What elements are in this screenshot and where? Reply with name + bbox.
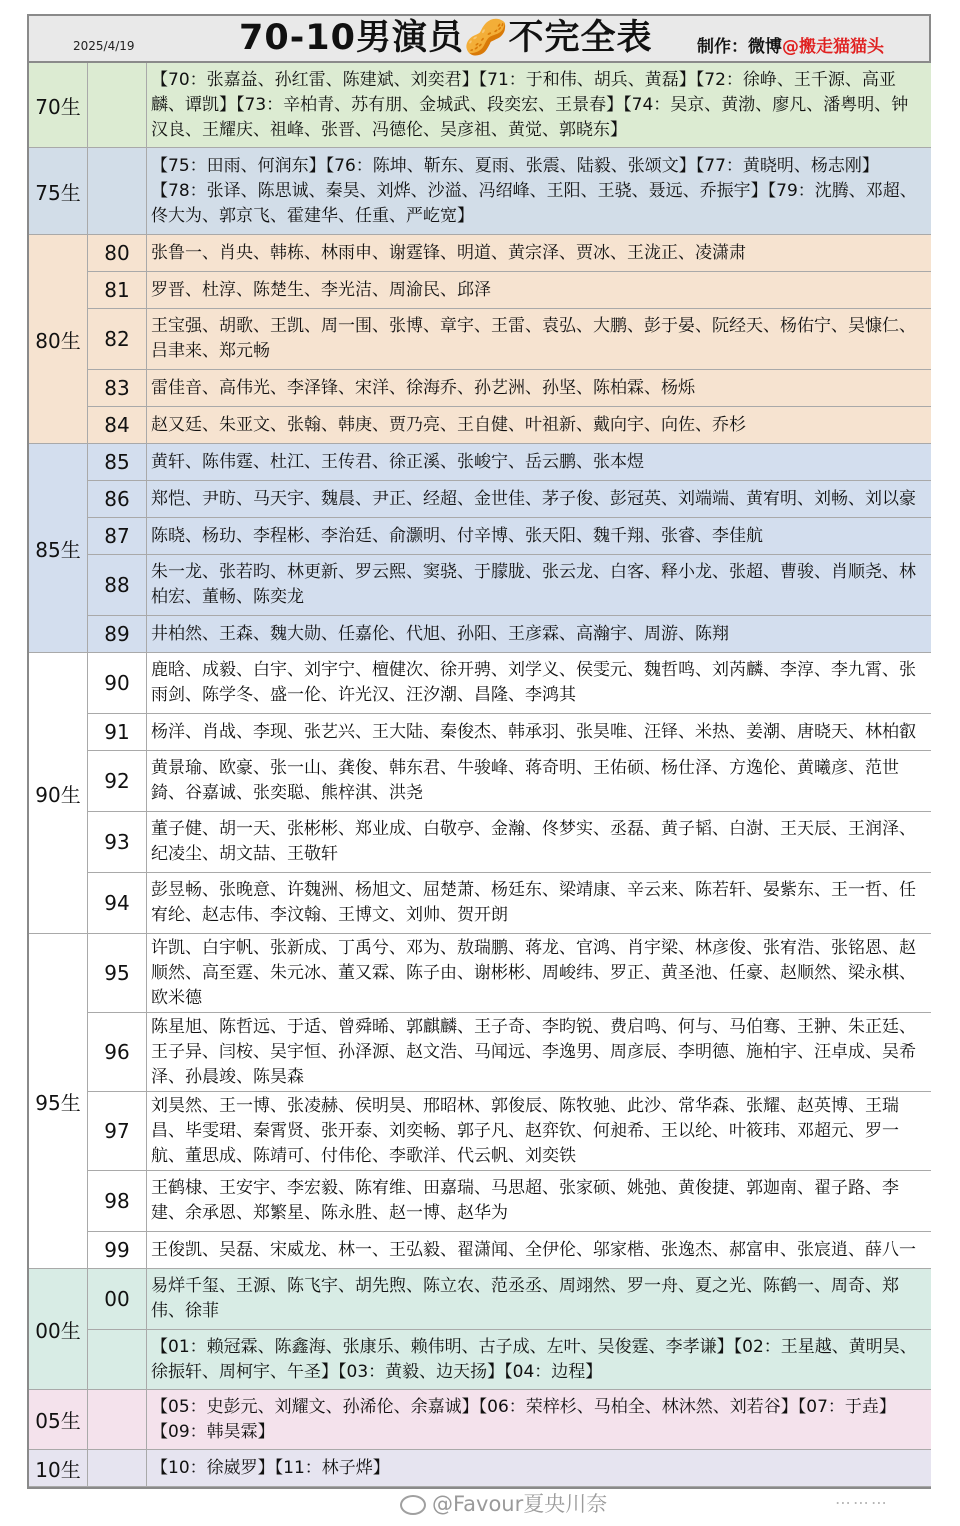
actor-names-text: 董子健、胡一天、张彬彬、郑业成、白敬亭、金瀚、佟梦实、丞磊、黄子韬、白澍、王天辰、王润泽、纪凌尘、胡文喆、王敬轩 — [151, 819, 916, 864]
actor-names-text: 王鹤棣、王安宇、李宏毅、陈宥维、田嘉瑞、马思超、张家硕、姚弛、黄俊捷、郭迦南、翟子路、李建、余承恩、郑繁星、陈永胜、赵一博、赵华为 — [151, 1178, 899, 1223]
actor-names-text: 杨洋、肖战、李现、张艺兴、王大陆、秦俊杰、韩承羽、张昊唯、汪铎、米热、姜潮、唐晓天、林柏叡 — [151, 721, 916, 742]
birth-year-cell: 91 — [88, 714, 147, 751]
actor-names-cell — [147, 1269, 931, 1330]
actor-names-text: 【75：田雨、何润东】【76：陈坤、靳东、夏雨、张震、陆毅、张颂文】【77：黄晓明、杨志刚】【78：张译、陈思诚、秦昊、刘烨、沙溢、冯绍峰、王阳、王骁、聂远、乔振宇】【79：沈腾、邓超、佟大为、郭京飞、霍建华、任重、严屹宽】 — [151, 155, 917, 226]
birth-year-cell — [88, 148, 147, 235]
actor-names-cell — [147, 481, 931, 518]
actor-names-text: 张鲁一、肖央、韩栋、林雨申、谢霆锋、明道、黄宗泽、贾冰、王泷正、凌潇肃 — [151, 242, 746, 263]
birth-year-cell — [88, 1450, 147, 1487]
birth-year-cell: 81 — [88, 272, 147, 309]
birth-year-cell: 80 — [88, 235, 147, 272]
birth-year-cell — [88, 1330, 147, 1390]
birth-year-cell: 85 — [88, 444, 147, 481]
generation-label: 75生 — [29, 148, 88, 235]
actor-names-text: 井柏然、王森、魏大勋、任嘉伦、代旭、孙阳、王彦霖、高瀚宇、周游、陈翔 — [151, 623, 729, 644]
actor-names-cell — [147, 1232, 931, 1269]
actor-names-cell — [147, 812, 931, 873]
actor-names-text: 郑恺、尹昉、马天宇、魏晨、尹正、经超、金世佳、茅子俊、彭冠英、刘端端、黄宥明、刘畅、刘以豪 — [151, 488, 916, 509]
weibo-icon — [400, 1495, 426, 1515]
actor-names-text: 王宝强、胡歌、王凯、周一围、张博、章宇、王雷、袁弘、大鹏、彭于晏、阮经天、杨佑宁、吴慷仁、吕聿来、郑元畅 — [151, 316, 916, 361]
actor-names-text: 罗晋、杜淳、陈楚生、李光洁、周渝民、邱泽 — [151, 279, 491, 300]
actor-names-text: 陈星旭、陈哲远、于适、曾舜晞、郭麒麟、王子奇、李昀锐、费启鸣、何与、马伯骞、王翀、朱正廷、王子异、闫桉、吴宇恒、孙泽源、赵文浩、马闻远、李逸男、周彦辰、李明德、施柏宇、汪卓成、吴希泽、孙晨竣、陈昊森 — [151, 1016, 916, 1087]
more-dots: ⋯⋯⋯ — [835, 1493, 889, 1512]
actor-names-cell — [147, 407, 931, 444]
actor-names-cell — [147, 63, 931, 148]
actor-names-cell — [147, 616, 931, 653]
birth-year-cell — [88, 63, 147, 148]
actor-names-cell — [147, 653, 931, 714]
actor-names-text: 王俊凯、吴磊、宋威龙、林一、王弘毅、翟潇闻、全伊伦、邬家楷、张逸杰、郝富申、张宸逍、薛八一 — [151, 1239, 916, 1260]
actor-names-text: 雷佳音、高伟光、李泽锋、宋洋、徐海乔、孙艺洲、孙坚、陈柏霖、杨烁 — [151, 377, 695, 398]
actor-names-text: 黄轩、陈伟霆、杜江、王传君、徐正溪、张峻宁、岳云鹏、张本煜 — [151, 451, 644, 472]
actor-names-text: 黄景瑜、欧豪、张一山、龚俊、韩东君、牛骏峰、蒋奇明、王佑硕、杨仕泽、方逸伦、黄曦彦、范世錡、谷嘉诚、张奕聪、熊梓淇、洪尧 — [151, 758, 899, 803]
actor-names-text: 易烊千玺、王源、陈飞宇、胡先煦、陈立农、范丞丞、周翊然、罗一舟、夏之光、陈鹤一、周奇、郑伟、徐菲 — [151, 1276, 899, 1321]
generation-label: 70生 — [29, 63, 88, 148]
actor-names-text: 【10：徐崴罗】【11：林子烨】 — [151, 1457, 390, 1478]
generation-label: 00生 — [29, 1269, 88, 1390]
table-grid — [29, 63, 929, 1487]
birth-year-cell: 84 — [88, 407, 147, 444]
credit-author: @搬走猫猫头 — [782, 37, 884, 57]
actor-names-cell — [147, 272, 931, 309]
date-label: 2025/4/19 — [73, 39, 135, 53]
credit-prefix: 制作：微博 — [697, 37, 782, 57]
actor-names-text: 陈晓、杨玏、李程彬、李治廷、俞灏明、付辛博、张天阳、魏千翔、张睿、李佳航 — [151, 525, 763, 546]
generation-label: 85生 — [29, 444, 88, 653]
birth-year-cell — [88, 1390, 147, 1450]
watermark-text: @Favour夏央川奈 — [432, 1492, 608, 1516]
actor-names-text: 朱一龙、张若昀、林更新、罗云熙、窦骁、于朦胧、张云龙、白客、释小龙、张超、曹骏、肖顺尧、林柏宏、董畅、陈奕龙 — [151, 562, 916, 607]
actor-names-cell — [147, 235, 931, 272]
actor-names-cell — [147, 370, 931, 407]
actor-names-cell — [147, 714, 931, 751]
birth-year-cell: 88 — [88, 555, 147, 616]
birth-year-cell: 97 — [88, 1092, 147, 1171]
birth-year-cell: 87 — [88, 518, 147, 555]
birth-year-cell: 98 — [88, 1171, 147, 1232]
actor-names-cell — [147, 934, 931, 1013]
birth-year-cell: 93 — [88, 812, 147, 873]
actor-names-text: 【05：史彭元、刘耀文、孙浠伦、余嘉诚】【06：荣梓杉、马柏全、林沐然、刘若谷】【07：于垚】【09：韩昊霖】 — [151, 1396, 896, 1442]
generation-label: 10生 — [29, 1450, 88, 1487]
actor-names-cell — [147, 148, 931, 235]
generation-label: 80生 — [29, 235, 88, 444]
birth-year-cell: 86 — [88, 481, 147, 518]
birth-year-cell: 96 — [88, 1013, 147, 1092]
actor-names-cell — [147, 1390, 931, 1450]
birth-year-cell: 94 — [88, 873, 147, 934]
actor-names-text: 彭昱畅、张晚意、许魏洲、杨旭文、屈楚萧、杨廷东、梁靖康、辛云来、陈若轩、晏紫东、王一哲、任宥纶、赵志伟、李汶翰、王博文、刘帅、贺开朗 — [151, 880, 916, 925]
actor-names-cell — [147, 1092, 931, 1171]
weibo-watermark — [400, 1488, 607, 1518]
generation-label: 05生 — [29, 1390, 88, 1450]
birth-year-cell: 90 — [88, 653, 147, 714]
actor-names-text: 许凯、白宇帆、张新成、丁禹兮、邓为、敖瑞鹏、蒋龙、官鸿、肖宇梁、林彦俊、张宥浩、张铭恩、赵顺然、高至霆、朱元冰、董又霖、陈子由、谢彬彬、周峻纬、罗正、黄圣池、任豪、赵顺然、梁永棋、欧米德 — [151, 937, 916, 1008]
page-title: 70-10男演员🥜不完全表 — [239, 18, 653, 58]
actor-names-cell — [147, 1450, 931, 1487]
actor-names-cell — [147, 751, 931, 812]
actor-names-cell — [147, 309, 931, 370]
birth-year-cell: 82 — [88, 309, 147, 370]
table-header — [29, 16, 929, 63]
actor-names-cell — [147, 444, 931, 481]
actor-names-text: 鹿晗、成毅、白宇、刘宇宁、檀健次、徐开骋、刘学义、侯雯元、魏哲鸣、刘芮麟、李淳、李九霄、张雨剑、陈学冬、盛一伦、许光汉、汪汐潮、昌隆、李鸿其 — [151, 660, 916, 705]
actor-names-cell — [147, 555, 931, 616]
actor-names-cell — [147, 1013, 931, 1092]
actor-names-cell — [147, 1171, 931, 1232]
actor-names-cell — [147, 873, 931, 934]
generation-label: 90生 — [29, 653, 88, 934]
actor-names-cell — [147, 518, 931, 555]
actor-names-text: 刘昊然、王一博、张凌赫、侯明昊、邢昭林、郭俊辰、陈牧驰、此沙、常华森、张耀、赵英博、王瑞昌、毕雯珺、秦霄贤、张开泰、刘奕畅、郭子凡、赵弈钦、何昶希、王以纶、叶筱玮、邓超元、罗一航、董思成、陈靖可、付伟伦、李歌洋、代云帆、刘奕铁 — [151, 1095, 899, 1166]
credit-label — [697, 32, 884, 57]
actor-names-text: 【01：赖冠霖、陈鑫海、张康乐、赖伟明、古子成、左叶、吴俊霆、李孝谦】【02：王星越、黄明昊、徐振轩、周柯宇、午圣】【03：黄毅、边天扬】【04：边程】 — [151, 1336, 917, 1382]
birth-year-cell: 99 — [88, 1232, 147, 1269]
birth-year-cell: 89 — [88, 616, 147, 653]
generation-label: 95生 — [29, 934, 88, 1269]
birth-year-cell: 00 — [88, 1269, 147, 1330]
actor-names-cell — [147, 1330, 931, 1390]
birth-year-cell: 92 — [88, 751, 147, 812]
birth-year-cell: 95 — [88, 934, 147, 1013]
actor-table — [27, 14, 931, 1489]
actor-names-text: 【70：张嘉益、孙红雷、陈建斌、刘奕君】【71：于和伟、胡兵、黄磊】【72：徐峥、王千源、高亚麟、谭凯】【73：辛柏青、苏有朋、金城武、段奕宏、王景春】【74：吴京、黄渤、廖凡、潘粤明、钟汉良、王耀庆、祖峰、张晋、冯德伦、吴彦祖、黄觉、郭晓东】 — [151, 69, 909, 140]
actor-names-text: 赵又廷、朱亚文、张翰、韩庚、贾乃亮、王自健、叶祖新、戴向宇、向佐、乔杉 — [151, 414, 746, 435]
birth-year-cell: 83 — [88, 370, 147, 407]
